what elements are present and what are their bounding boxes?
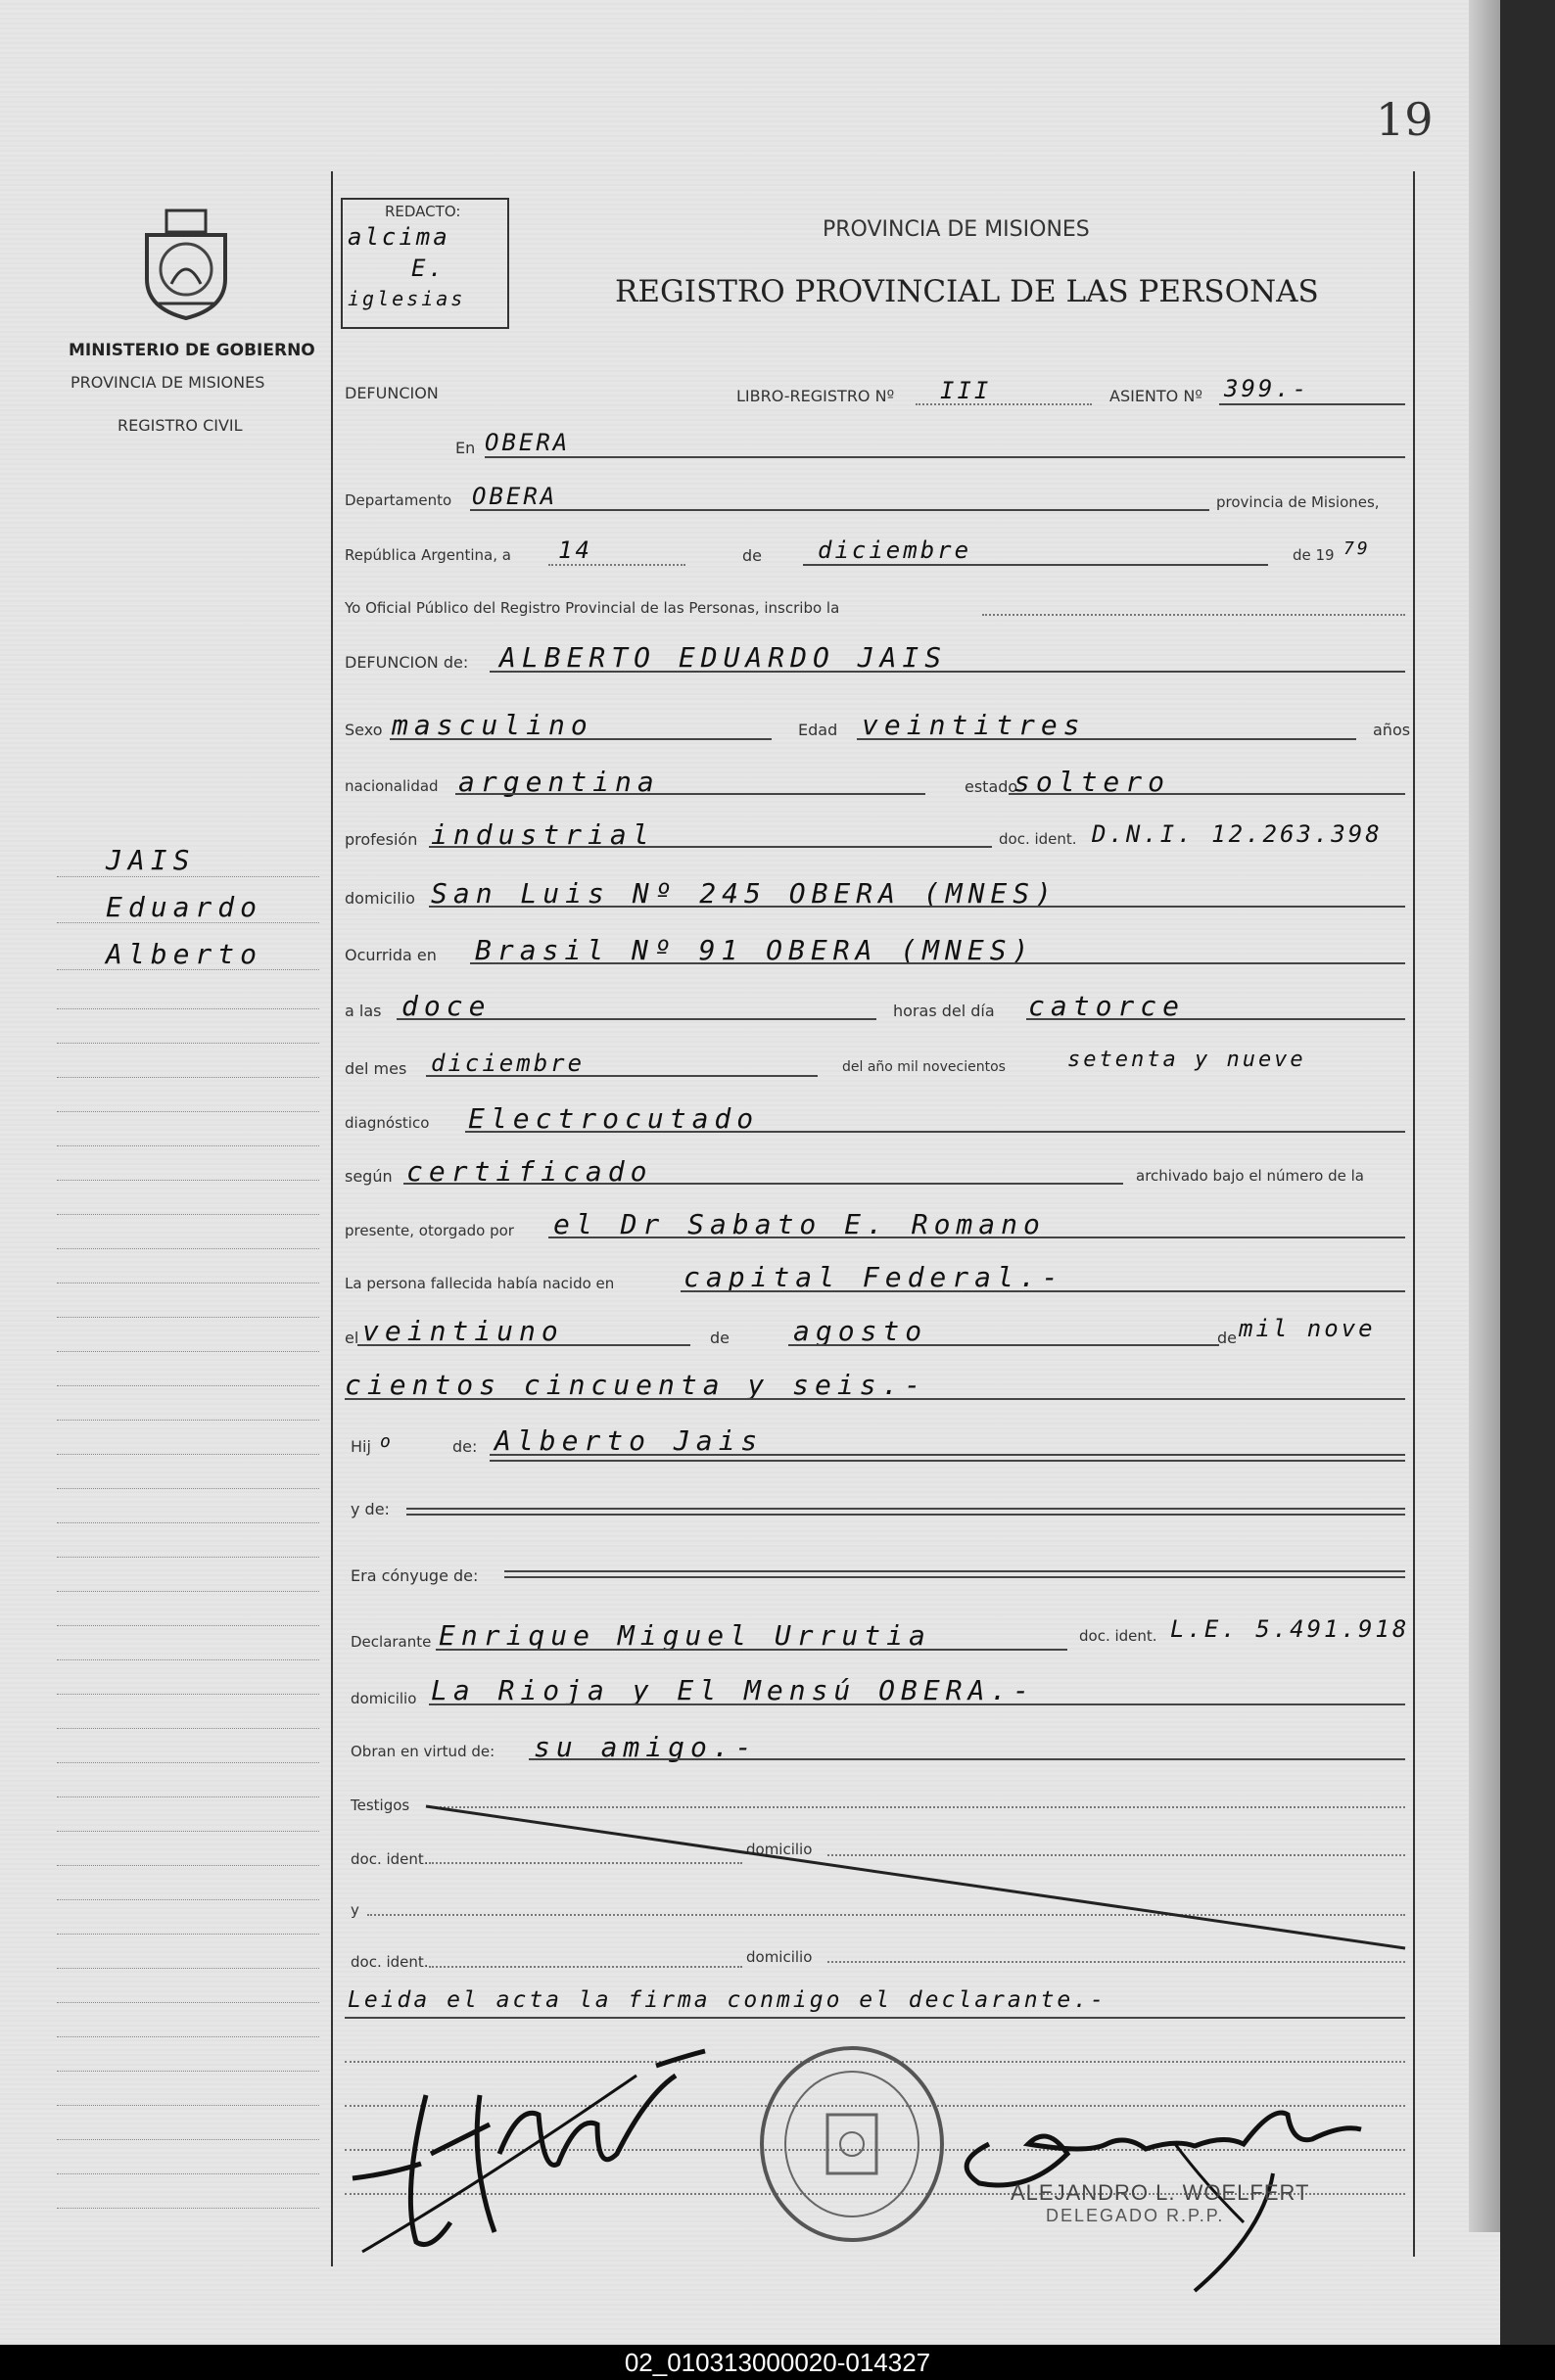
de4-label: de: <box>452 1437 478 1456</box>
doc2-label: doc. ident. <box>1079 1627 1157 1645</box>
del-ano-label: del año mil novecientos <box>842 1059 1006 1075</box>
de-label: de <box>742 546 762 565</box>
horas-label: horas del día <box>893 1002 995 1020</box>
archivado-label: archivado bajo el número de la <box>1136 1167 1364 1185</box>
republica-label: República Argentina, a <box>345 546 511 564</box>
asiento-value: 399.- <box>1224 375 1310 402</box>
nacionalidad-value: argentina <box>458 766 660 798</box>
en-value: OBERA <box>485 429 571 456</box>
redacto-label: REDACTO: <box>385 203 461 220</box>
oficial-text: Yo Oficial Público del Registro Provincial de las Personas, inscribo la <box>345 599 840 617</box>
redacto-name-2: E. <box>411 255 446 282</box>
ocurrida-value: Brasil Nº 91 OBERA (MNES) <box>475 934 1035 966</box>
y-label: y <box>351 1901 359 1919</box>
segun-value: certificado <box>406 1155 653 1188</box>
doc3-label: doc. ident. <box>351 1850 429 1868</box>
el-label: el <box>345 1329 359 1347</box>
domicilio4-label: domicilio <box>746 1948 813 1966</box>
diagnostico-value: Electrocutado <box>468 1102 760 1135</box>
diagnostico-label: diagnóstico <box>345 1114 430 1132</box>
province-title: PROVINCIA DE MISIONES <box>823 217 1090 242</box>
profesion-value: industrial <box>431 818 655 851</box>
de3-label: de <box>1217 1329 1237 1347</box>
profesion-label: profesión <box>345 830 418 849</box>
nacido-label: La persona fallecida había nacido en <box>345 1275 615 1292</box>
del-mes-value: diciembre <box>431 1050 586 1077</box>
y-de-label: y de: <box>351 1500 390 1518</box>
domicilio2-label: domicilio <box>351 1690 417 1707</box>
strike-line <box>421 1801 1410 1953</box>
testigos-label: Testigos <box>351 1797 410 1814</box>
record-type-label: DEFUNCION <box>345 384 439 402</box>
domicilio3-label: domicilio <box>746 1841 813 1858</box>
left-margin-rule <box>331 171 333 2266</box>
registry-title: REGISTRO PROVINCIAL DE LAS PERSONAS <box>615 274 1319 309</box>
presente-value: el Dr Sabato E. Romano <box>553 1208 1046 1240</box>
ministry-label: MINISTERIO DE GOBIERNO <box>69 341 315 360</box>
closing-value: Leida el acta la firma conmigo el declarante.- <box>348 1987 1107 2013</box>
el-value: veintiuno <box>362 1315 564 1347</box>
libro-value: III <box>940 377 992 404</box>
month-value: diciembre <box>818 537 972 564</box>
domicilio-value: San Luis Nº 245 OBERA (MNES) <box>431 877 1059 910</box>
book-spine <box>1500 0 1555 2345</box>
margin-given-name-2: Alberto <box>106 938 263 970</box>
del-ano-value: setenta y nueve <box>1067 1048 1306 1072</box>
hijo-suffix: o <box>380 1431 394 1452</box>
doc2-value: L.E. 5.491.918 <box>1170 1615 1410 1643</box>
margin-given-name-1: Eduardo <box>106 891 263 923</box>
margin-surname: JAIS <box>106 844 196 876</box>
de2-label: de <box>710 1329 730 1347</box>
office-label: REGISTRO CIVIL <box>118 416 243 435</box>
estado-label: estado <box>965 777 1018 796</box>
domicilio-label: domicilio <box>345 889 415 908</box>
asiento-label: ASIENTO Nº <box>1109 387 1202 405</box>
sexo-label: Sexo <box>345 721 383 739</box>
departamento-value: OBERA <box>472 483 558 510</box>
hijo-value: Alberto Jais <box>495 1424 764 1457</box>
defuncion-de-value: ALBERTO EDUARDO JAIS <box>499 641 948 674</box>
declarante-label: Declarante <box>351 1633 432 1651</box>
provincial-seal-icon <box>132 201 240 323</box>
footer-code: 02_010313000020-014327 <box>624 2348 931 2377</box>
segun-label: según <box>345 1167 393 1186</box>
year-value: 79 <box>1343 538 1371 559</box>
departamento-label: Departamento <box>345 491 452 509</box>
ocurrida-label: Ocurrida en <box>345 946 437 964</box>
a-las-value: doce <box>401 990 492 1022</box>
a-las-label: a las <box>345 1002 382 1020</box>
nacionalidad-label: nacionalidad <box>345 777 439 795</box>
del-mes-label: del mes <box>345 1059 407 1078</box>
horas-value: catorce <box>1028 990 1186 1022</box>
redacto-name-3: iglesias <box>348 287 466 310</box>
de2-value: agosto <box>793 1315 928 1347</box>
sexo-value: masculino <box>392 709 593 741</box>
provincia-label: provincia de Misiones, <box>1216 493 1380 511</box>
redacto-name-1: alcima <box>348 223 450 251</box>
declarante-value: Enrique Miguel Urrutia <box>439 1619 931 1652</box>
de3-value: mil nove <box>1239 1315 1376 1342</box>
year-label: de 19 <box>1293 546 1335 564</box>
doc4-label: doc. ident. <box>351 1953 429 1971</box>
cientos-value: cientos cincuenta y seis.- <box>345 1369 927 1401</box>
presente-label: presente, otorgado por <box>345 1222 514 1239</box>
officer-name: ALEJANDRO L. WOELFERT <box>1011 2180 1310 2205</box>
libro-label: LIBRO-REGISTRO Nº <box>736 387 895 405</box>
defuncion-de-label: DEFUNCION de: <box>345 653 469 672</box>
doc-value: D.N.I. 12.263.398 <box>1092 820 1383 848</box>
edad-label: Edad <box>798 721 838 739</box>
estado-value: soltero <box>1013 766 1171 798</box>
conyuge-label: Era cónyuge de: <box>351 1566 479 1585</box>
province-left-label: PROVINCIA DE MISIONES <box>71 373 265 392</box>
official-stamp <box>754 2041 950 2247</box>
declarant-signature <box>333 2036 725 2262</box>
nacido-value: capital Federal.- <box>683 1261 1064 1293</box>
edad-value: veintitres <box>862 709 1086 741</box>
anos-label: años <box>1373 721 1411 739</box>
doc-label: doc. ident. <box>999 830 1077 848</box>
domicilio2-value: La Rioja y El Mensú OBERA.- <box>431 1674 1036 1706</box>
page-number: 19 <box>1376 93 1434 146</box>
right-margin-rule <box>1413 171 1415 2257</box>
obran-label: Obran en virtud de: <box>351 1743 495 1760</box>
day-value: 14 <box>558 537 592 564</box>
obran-value: su amigo.- <box>534 1731 758 1763</box>
en-label: En <box>455 439 476 457</box>
hijo-label: Hij <box>351 1437 371 1456</box>
officer-title: DELEGADO R.P.P. <box>1046 2206 1225 2225</box>
